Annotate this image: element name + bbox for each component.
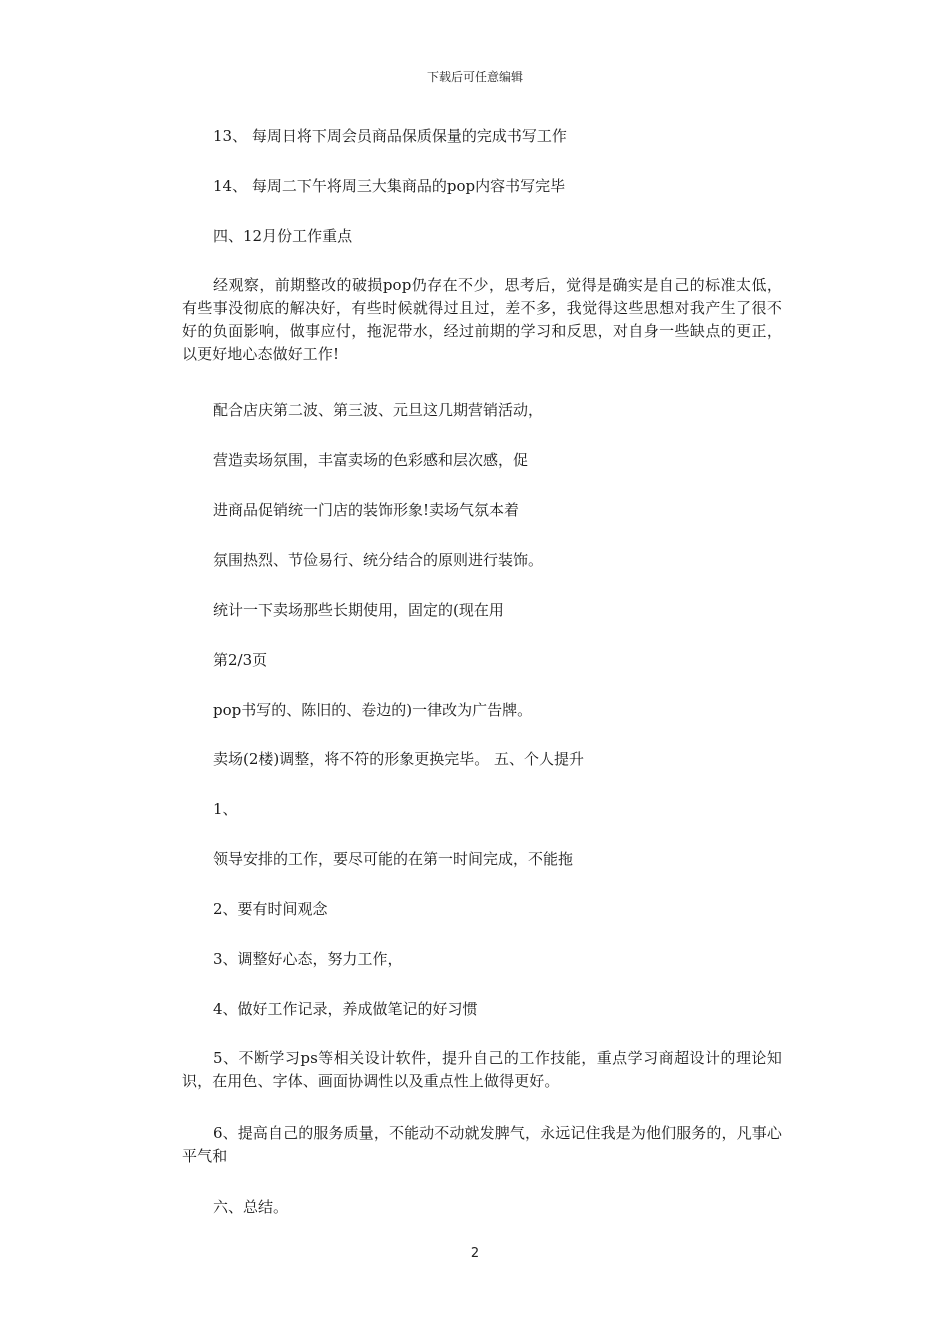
list-item-5: 5、不断学习ps等相关设计软件，提升自己的工作技能，重点学习商超设计的理论知识，在用色、字体、画面协调性以及重点性上做得更好。 [182,1049,782,1090]
text-line-principle: 氛围热烈、节俭易行、统分结合的原则进行装饰。 [213,551,544,569]
text-line-pop: pop书写的、陈旧的、卷边的)一律改为广告牌。 [213,701,533,719]
text-line-cooperate: 配合店庆第二波、第三波、元旦这几期营销活动， [213,401,544,419]
page-header: 下载后可任意编辑 [426,70,523,84]
section-heading-4: 四、12月份工作重点 [213,227,353,245]
list-item-1-text: 领导安排的工作，要尽可能的在第一时间完成，不能拖 [213,850,574,868]
list-item-14: 14、 每周二下午将周三大集商品的pop内容书写完毕 [213,177,566,195]
text-line-floor2: 卖场(2楼)调整，将不符的形象更换完毕。 五、个人提升 [213,750,585,768]
text-line-atmosphere: 营造卖场氛围，丰富卖场的色彩感和层次感，促 [213,451,529,469]
text-line-statistics: 统计一下卖场那些长期使用，固定的(现在用 [213,601,504,619]
list-item-1-number: 1、 [213,800,238,818]
text-line-promote: 进商品促销统一门店的装饰形象!卖场气氛本着 [213,501,520,519]
list-item-4: 4、做好工作记录，养成做笔记的好习惯 [213,1000,478,1018]
list-item-6: 6、提高自己的服务质量，不能动不动就发脾气，永远记住我是为他们服务的，凡事心平气和 [182,1124,782,1165]
page-number: 2 [470,1246,480,1261]
list-item-3: 3、调整好心态，努力工作， [213,950,403,968]
list-item-2: 2、要有时间观念 [213,900,328,918]
section-heading-6: 六、总结。 [213,1198,289,1216]
paragraph-observation: 经观察，前期整改的破损pop仍存在不少，思考后，觉得是确实是自己的标准太低，有些事没彻底的解决好，有些时候就得过且过，差不多，我觉得这些思想对我产生了很不好的负面影响，做事应付，拖泥带水，经过前期的学习和反思，对自身一些缺点的更正，以更好地心态做好工作! [182,276,782,363]
list-item-13: 13、 每周日将下周会员商品保质保量的完成书写工作 [213,127,567,145]
page-marker: 第2/3页 [213,651,268,669]
